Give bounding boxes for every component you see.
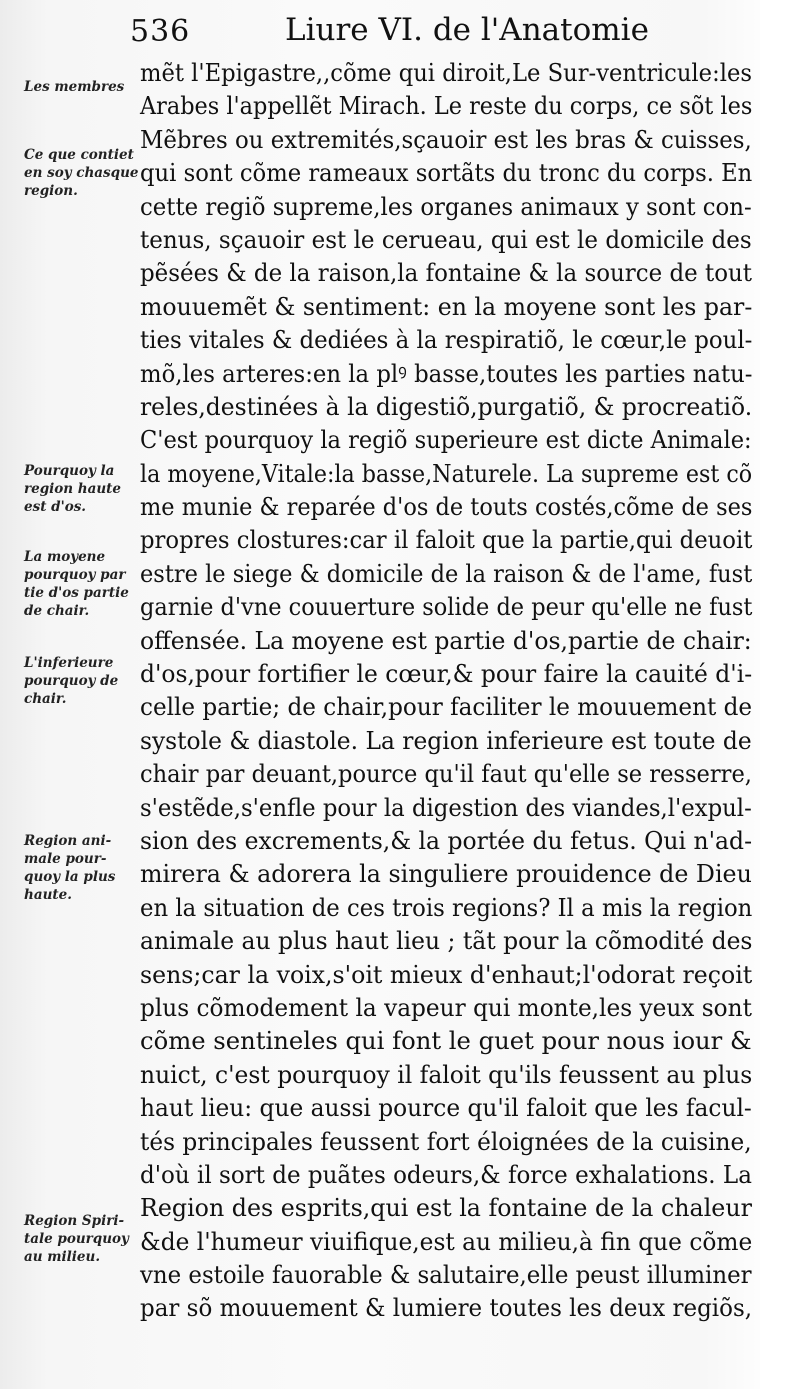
margin-note-line: haute. bbox=[24, 887, 72, 903]
text-line: animale au plus haut lieu ; tãt pour la cõmodité des bbox=[140, 926, 753, 956]
text-line: haut lieu: que aussi pource qu'il faloit que les facul- bbox=[140, 1093, 752, 1123]
text-line: d'os,pour fortifier le cœur,& pour faire la cauité d'i- bbox=[140, 659, 753, 689]
margin-note-regions bbox=[24, 146, 154, 200]
text-line: vne estoile fauorable & salutaire,elle peust illuminer bbox=[140, 1260, 752, 1290]
text-line: Mẽbres ou extremités,sçauoir est les bras & cuisses, bbox=[140, 124, 752, 154]
margin-note-line: Region ani- bbox=[24, 833, 112, 849]
margin-note-line: quoy la plus bbox=[24, 869, 116, 885]
text-line: mẽt l'Epigastre,,cõme qui diroit,Le Sur-ventricule:les bbox=[140, 58, 752, 87]
text-line: mirera & adorera la singuliere prouidence de Dieu bbox=[140, 859, 752, 889]
text-line: pẽsées & de la raison,la fontaine & la source de tout bbox=[140, 258, 752, 288]
text-line: sion des excrements,& la portée du fetus. Qui n'ad- bbox=[140, 825, 752, 855]
margin-note-line: Pourquoy la bbox=[24, 463, 115, 479]
margin-note-animale bbox=[24, 832, 154, 904]
margin-note-line: male pour- bbox=[24, 851, 107, 867]
text-line: la moyene,Vitale:la basse,Naturele. La supreme est cõ bbox=[140, 458, 753, 488]
margin-note-line: Ce que contiet bbox=[24, 147, 134, 163]
text-line: tés principales feussent fort éloignées de la cuisine, bbox=[140, 1126, 752, 1156]
page-number: 536 bbox=[130, 14, 191, 49]
margin-note-line: L'inferieure bbox=[24, 655, 114, 671]
text-line: plus cõmodement la vapeur qui monte,les yeux sont bbox=[140, 992, 752, 1022]
text-line: sens;car la voix,s'oit mieux d'enhaut;l'odorat reçoit bbox=[140, 959, 753, 989]
text-line: reles,destinées à la digestiõ,purgatiõ, & procreatiõ. bbox=[140, 391, 753, 421]
text-line: &de l'humeur viuifique,est au milieu,à fin que cõme bbox=[140, 1226, 753, 1256]
text-line: propres clostures:car il faloit que la partie,qui deuoit bbox=[140, 525, 753, 555]
margin-note-spirituale bbox=[24, 1212, 154, 1266]
margin-note-line: La moyene bbox=[24, 549, 106, 565]
text-line: mõ,les arteres:en la plꝰ basse,toutes les parties natu- bbox=[140, 358, 753, 388]
text-line: celle partie; de chair,pour faciliter le mouuement de bbox=[140, 692, 753, 722]
margin-note-line: est d'os. bbox=[24, 499, 87, 515]
margin-note-line: Les membres bbox=[24, 79, 125, 95]
margin-note-line: Region Spiri- bbox=[24, 1213, 125, 1229]
text-line: garnie d'vne couuerture solide de peur qu'elle ne fust bbox=[140, 592, 753, 622]
text-line: offensée. La moyene est partie d'os,partie de chair: bbox=[140, 625, 752, 655]
text-line: me munie & reparée d'os de touts costés,cõme de ses bbox=[140, 492, 753, 522]
margin-note-moyene bbox=[24, 548, 154, 620]
text-line: en la situation de ces trois regions? Il a mis la region bbox=[140, 892, 753, 922]
margin-note-line: region. bbox=[24, 183, 78, 199]
text-line: Arabes l'appellẽt Mirach. Le reste du corps, ce sõt les bbox=[140, 91, 753, 121]
margin-note-line: pourquoy par bbox=[24, 567, 126, 583]
text-line: ties vitales & dediées à la respiratiõ, le cœur,le poul- bbox=[140, 325, 753, 355]
text-line: s'estẽde,s'enfle pour la digestion des viandes,l'expul- bbox=[140, 792, 752, 822]
text-line: d'où il sort de puãtes odeurs,& force exhalations. La bbox=[140, 1159, 752, 1189]
text-line: cette regiõ supreme,les organes animaux y sont con- bbox=[140, 191, 752, 221]
margin-note-membres bbox=[24, 78, 154, 96]
text-line: qui sont cõme rameaux sortãts du tronc du corps. En bbox=[140, 158, 753, 188]
text-line: Region des esprits,qui est la fontaine de la chaleur bbox=[140, 1193, 752, 1223]
running-title: Liure VI. de l'Anatomie bbox=[285, 12, 649, 48]
text-line: systole & diastole. La region inferieure est toute de bbox=[140, 725, 752, 755]
text-line: cõme sentineles qui font le guet pour nous iour & bbox=[140, 1026, 752, 1056]
margin-note-line: pourquoy de bbox=[24, 673, 119, 689]
body-text bbox=[140, 56, 752, 1325]
text-line: C'est pourquoy la regiõ superieure est dicte Animale: bbox=[140, 425, 752, 455]
margin-note-line: tie d'os partie bbox=[24, 585, 129, 601]
margin-note-inferieure bbox=[24, 654, 154, 708]
text-line: par sõ mouuement & lumiere toutes les deux regiõs, bbox=[140, 1293, 753, 1323]
text-line: mouuemẽt & sentiment: en la moyene sont les par- bbox=[140, 291, 753, 321]
margin-note-line: tale pourquoy bbox=[24, 1231, 129, 1247]
margin-note-region-haute bbox=[24, 462, 154, 516]
margin-note-line: en soy chasque bbox=[24, 165, 139, 181]
text-line: tenus, sçauoir est le cerueau, qui est le domicile des bbox=[140, 224, 752, 254]
page-header bbox=[130, 8, 649, 54]
margin-note-line: region haute bbox=[24, 481, 121, 497]
margin-note-line: de chair. bbox=[24, 603, 90, 619]
text-line: chair par deuant,pource qu'il faut qu'elle se resserre, bbox=[140, 759, 752, 789]
margin-note-line: au milieu. bbox=[24, 1249, 101, 1265]
text-line: nuict, c'est pourquoy il faloit qu'ils feussent au plus bbox=[140, 1059, 753, 1089]
text-line: estre le siege & domicile de la raison & de l'ame, fust bbox=[140, 558, 753, 588]
margin-note-line: chair. bbox=[24, 691, 67, 707]
